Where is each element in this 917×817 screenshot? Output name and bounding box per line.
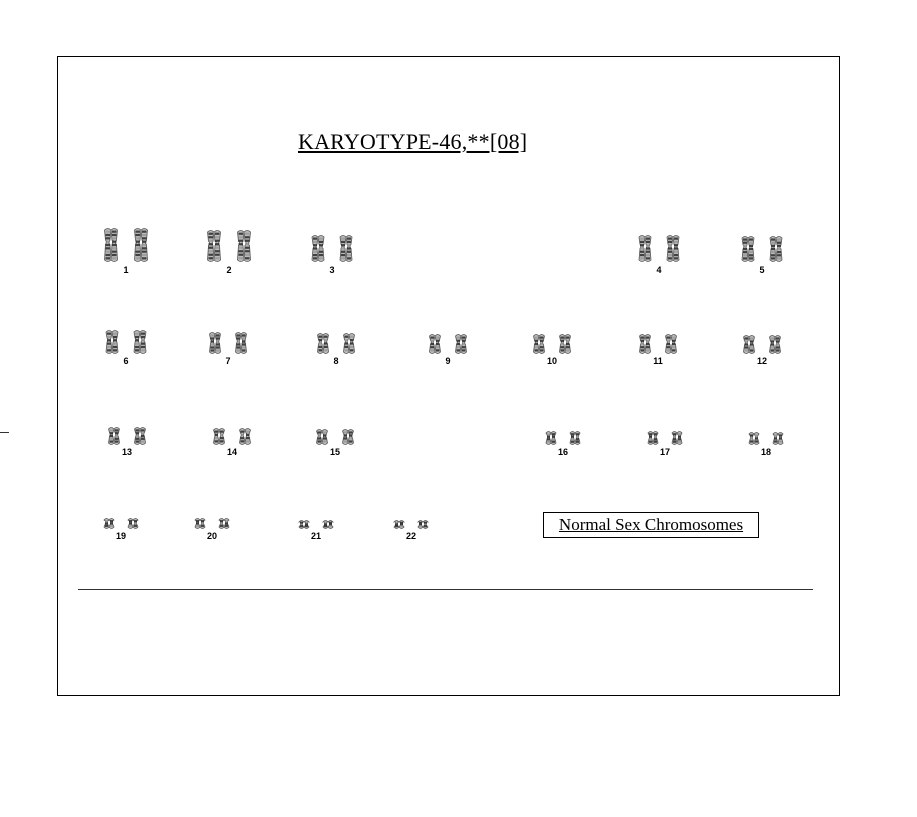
margin-tick-mark bbox=[0, 432, 9, 433]
chromosome-pair-8-graphic bbox=[301, 306, 371, 356]
chromosome-pair-11-graphic bbox=[623, 306, 693, 356]
chromosome-pair-21-graphic bbox=[281, 481, 351, 531]
chromosome-pair-9 bbox=[413, 306, 483, 356]
chromosome-label-20: 20 bbox=[206, 531, 217, 541]
chromosome-pair-1-graphic bbox=[91, 214, 161, 264]
chromosome-pair-6-graphic bbox=[91, 306, 161, 356]
chromosome-pair-4-graphic bbox=[624, 214, 694, 264]
chromosome-pair-2 bbox=[194, 214, 264, 264]
chromosome-pair-1 bbox=[91, 214, 161, 264]
chromosome-pair-13 bbox=[92, 397, 162, 447]
chromosome-pair-9-graphic bbox=[413, 306, 483, 356]
chromosome-label-7: 7 bbox=[225, 356, 231, 366]
chromosome-pair-17 bbox=[630, 397, 700, 447]
chromosome-label-11: 11 bbox=[653, 356, 663, 366]
chromosome-pair-12-graphic bbox=[727, 306, 797, 356]
chromosome-pair-7-graphic bbox=[193, 306, 263, 356]
chromosome-pair-12 bbox=[727, 306, 797, 356]
chromosome-label-13: 13 bbox=[121, 447, 132, 457]
chromosome-pair-19-graphic bbox=[86, 481, 156, 531]
chromosome-pair-19 bbox=[86, 481, 156, 531]
chromosome-label-14: 14 bbox=[226, 447, 237, 457]
chromosome-pair-15 bbox=[300, 397, 370, 447]
chromosome-pair-16-graphic bbox=[528, 397, 598, 447]
chromosome-pair-4 bbox=[624, 214, 694, 264]
karyotype-title: KARYOTYPE-46,**[08] bbox=[298, 129, 528, 154]
chromosome-label-16: 16 bbox=[557, 447, 568, 457]
chromosome-pair-18 bbox=[731, 397, 801, 447]
chromosome-label-2: 2 bbox=[226, 265, 232, 275]
chromosome-label-17: 17 bbox=[659, 447, 670, 457]
chromosome-pair-16 bbox=[528, 397, 598, 447]
chromosome-pair-5 bbox=[727, 214, 797, 264]
chromosome-pair-20 bbox=[177, 481, 247, 531]
chromosome-pair-10-graphic bbox=[517, 306, 587, 356]
chromosome-pair-2-graphic bbox=[194, 214, 264, 264]
chromosome-pair-15-graphic bbox=[300, 397, 370, 447]
chromosome-label-10: 10 bbox=[546, 356, 557, 366]
chromosome-label-6: 6 bbox=[123, 356, 129, 366]
chromosome-pair-3-graphic bbox=[297, 214, 367, 264]
chromosome-pair-18-graphic bbox=[731, 397, 801, 447]
chromosome-pair-14-graphic bbox=[197, 397, 267, 447]
chromosome-label-9: 9 bbox=[445, 356, 451, 366]
chromosome-label-12: 12 bbox=[756, 356, 767, 366]
divider-line bbox=[78, 589, 813, 590]
chromosome-pair-14 bbox=[197, 397, 267, 447]
chromosome-pair-11 bbox=[623, 306, 693, 356]
chromosome-pair-17-graphic bbox=[630, 397, 700, 447]
chromosome-label-8: 8 bbox=[333, 356, 339, 366]
chromosome-pair-6 bbox=[91, 306, 161, 356]
chromosome-pair-8 bbox=[301, 306, 371, 356]
chromosome-label-4: 4 bbox=[656, 265, 662, 275]
chromosome-pair-21 bbox=[281, 481, 351, 531]
chromosome-label-15: 15 bbox=[329, 447, 340, 457]
chromosome-label-3: 3 bbox=[329, 265, 335, 275]
chromosome-label-5: 5 bbox=[759, 265, 765, 275]
chromosome-label-21: 21 bbox=[310, 531, 321, 541]
chromosome-pair-7 bbox=[193, 306, 263, 356]
chromosome-pair-22-graphic bbox=[376, 481, 446, 531]
chromosome-label-1: 1 bbox=[123, 265, 129, 275]
chromosome-pair-10 bbox=[517, 306, 587, 356]
chromosome-label-19: 19 bbox=[115, 531, 126, 541]
chromosome-pair-20-graphic bbox=[177, 481, 247, 531]
sex-chromosome-note: Normal Sex Chromosomes bbox=[543, 512, 759, 538]
chromosome-pair-13-graphic bbox=[92, 397, 162, 447]
chromosome-pair-3 bbox=[297, 214, 367, 264]
chromosome-pair-22 bbox=[376, 481, 446, 531]
chromosome-label-18: 18 bbox=[760, 447, 771, 457]
chromosome-pair-5-graphic bbox=[727, 214, 797, 264]
chromosome-label-22: 22 bbox=[405, 531, 416, 541]
